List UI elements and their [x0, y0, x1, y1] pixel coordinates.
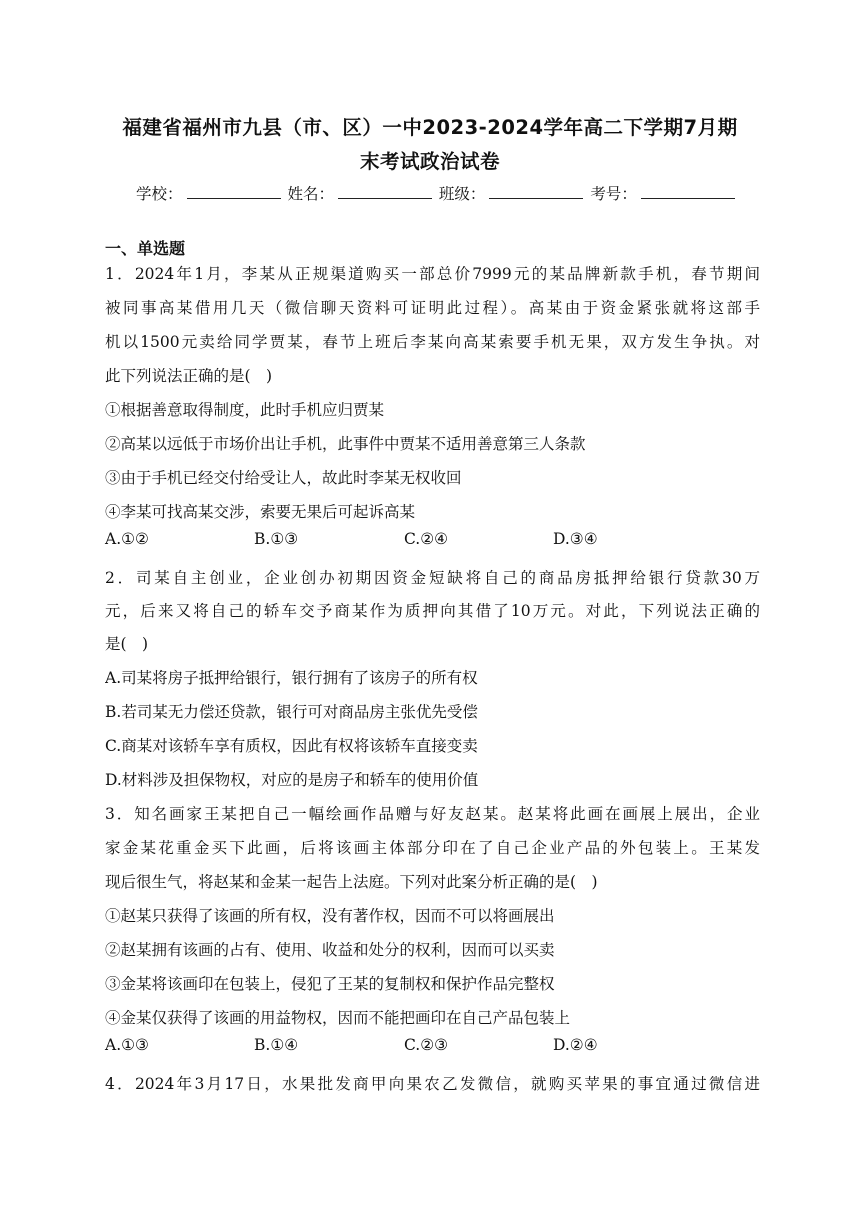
q1-option-d: D.③④	[553, 530, 598, 548]
exam-title-line-2: 末考试政治试卷	[359, 150, 500, 173]
q2-option: C.商某对该轿车享有质权，因此有权将该轿车直接变卖	[105, 737, 478, 755]
q1-option-c: C.②④	[404, 530, 449, 548]
q1-stem-line: 此下列说法正确的是( )	[105, 367, 273, 385]
q1-stem-line: 1．2024年1月，李某从正规渠道购买一部总价7999元的某品牌新款手机，春节期间	[105, 265, 760, 283]
q1-option-b: B.①③	[254, 530, 299, 548]
q2-option: D.材料涉及担保物权，对应的是房子和轿车的使用价值	[105, 771, 479, 789]
q3-stem-line: 家金某花重金买下此画，后将该画主体部分印在了自己企业产品的外包装上。王某发	[105, 839, 760, 857]
q3-option-c: C.②③	[404, 1036, 449, 1054]
section-heading: 一、单选题	[105, 239, 186, 258]
exam-title-line-1: 福建省福州市九县（市、区）一中2023-2024学年高二下学期7月期	[122, 116, 738, 139]
q3-statement: ①赵某只获得了该画的所有权，没有著作权，因而不可以将画展出	[105, 907, 555, 925]
q2-stem-line: 是( )	[105, 635, 149, 653]
q2-option: B.若司某无力偿还贷款，银行可对商品房主张优先受偿	[105, 703, 478, 721]
q3-statement: ③金某将该画印在包装上，侵犯了王某的复制权和保护作品完整权	[105, 975, 555, 993]
q2-option: A.司某将房子抵押给银行，银行拥有了该房子的所有权	[105, 669, 478, 687]
class-blank	[489, 183, 583, 199]
q1-statement: ②高某以远低于市场价出让手机，此事件中贾某不适用善意第三人条款	[105, 435, 586, 453]
q3-option-a: A.①③	[105, 1036, 149, 1054]
exam-number-blank	[641, 183, 735, 199]
exam-number-label: 考号：	[590, 185, 637, 203]
q1-stem-line: 被同事高某借用几天（微信聊天资料可证明此过程）。高某由于资金紧张就将这部手	[105, 299, 760, 317]
name-label: 姓名：	[287, 185, 334, 203]
student-info-row	[136, 182, 737, 204]
q1-statement: ①根据善意取得制度，此时手机应归贾某	[105, 401, 385, 419]
school-blank	[187, 183, 281, 199]
q3-stem-line: 现后很生气，将赵某和金某一起告上法庭。下列对此案分析正确的是( )	[105, 873, 598, 891]
q2-stem-line: 2．司某自主创业，企业创办初期因资金短缺将自己的商品房抵押给银行贷款30万	[105, 569, 760, 587]
q3-option-d: D.②④	[553, 1036, 598, 1054]
q1-stem-line: 机以1500元卖给同学贾某，春节上班后李某向高某索要手机无果，双方发生争执。对	[105, 333, 760, 351]
q4-stem-line: 4．2024年3月17日，水果批发商甲向果农乙发微信，就购买苹果的事宜通过微信进	[105, 1075, 760, 1093]
q2-stem-line: 元，后来又将自己的轿车交予商某作为质押向其借了10万元。对此，下列说法正确的	[105, 602, 760, 620]
class-label: 班级：	[438, 185, 486, 203]
q3-stem-line: 3．知名画家王某把自己一幅绘画作品赠与好友赵某。赵某将此画在画展上展出，企业	[105, 805, 760, 823]
q3-option-b: B.①④	[254, 1036, 299, 1054]
q1-option-a: A.①②	[105, 530, 149, 548]
q3-statement: ②赵某拥有该画的占有、使用、收益和处分的权利，因而可以买卖	[105, 941, 555, 959]
q3-statement: ④金某仅获得了该画的用益物权，因而不能把画印在自己产品包装上	[105, 1009, 571, 1027]
name-blank	[338, 183, 432, 199]
q1-statement: ④李某可找高某交涉，索要无果后可起诉高某	[105, 503, 416, 521]
school-label: 学校：	[136, 185, 183, 203]
q1-statement: ③由于手机已经交付给受让人，故此时李某无权收回	[105, 469, 462, 487]
